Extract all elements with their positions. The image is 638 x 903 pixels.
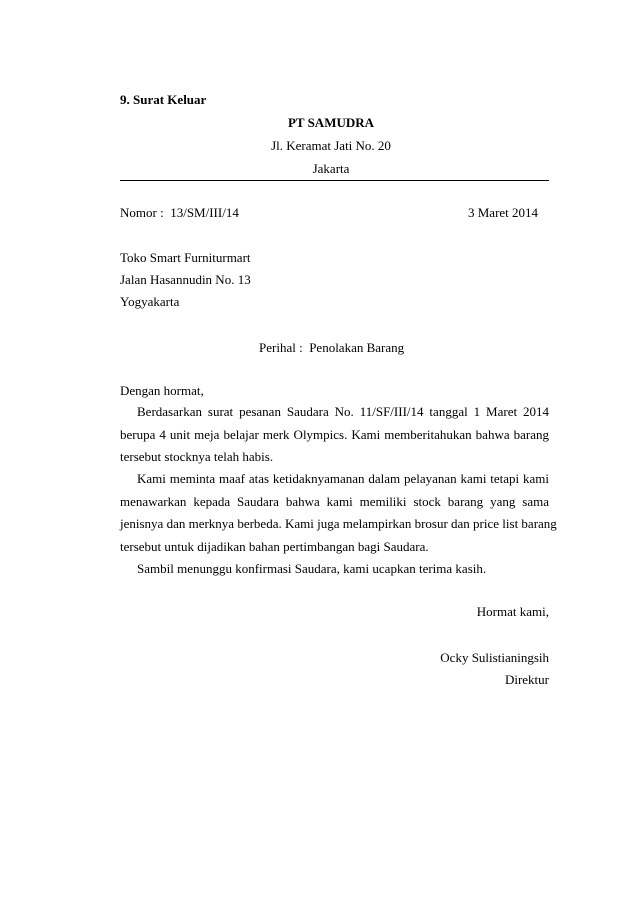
paragraph-line: Berdasarkan surat pesanan Saudara No. 11/SF/III/14 tanggal 1 Maret 2014 — [137, 404, 549, 419]
body-paragraph-2 — [120, 468, 557, 558]
closing-regards: Hormat kami, — [476, 604, 549, 619]
subject-line — [259, 340, 404, 355]
section-heading: 9. Surat Keluar — [120, 92, 207, 107]
company-name: PT SAMUDRA — [287, 115, 375, 130]
company-city: Jakarta — [312, 161, 350, 176]
paragraph-line: menawarkan kepada Saudara bahwa kami memiliki stock barang yang sama — [120, 493, 549, 509]
letter-date: 3 Maret 2014 — [468, 205, 539, 220]
number-value: 13/SM/III/14 — [170, 205, 239, 220]
signatory-title: Direktur — [504, 672, 549, 687]
paragraph-line: tersebut untuk dijadikan bahan pertimbangan bagi Saudara. — [120, 538, 429, 554]
body-paragraph-1 — [120, 401, 549, 469]
salutation: Dengan hormat, — [120, 383, 204, 398]
paragraph-line: tersebut stocknya telah habis. — [120, 449, 274, 464]
recipient-name: Toko Smart Furniturmart — [120, 250, 251, 265]
recipient-city: Yogyakarta — [120, 294, 180, 309]
company-address: Jl. Keramat Jati No. 20 — [271, 138, 391, 153]
paragraph-line: berupa 4 unit meja belajar merk Olympics. Kami memberitahukan bahwa barang — [120, 426, 549, 442]
letter-number — [120, 205, 239, 220]
subject-value: Penolakan Barang — [309, 340, 405, 355]
paragraph-line: jenisnya dan merknya berbeda. Kami juga melampirkan brosur dan price list barang — [120, 516, 557, 531]
signatory-name: Ocky Sulistianingsih — [440, 650, 549, 665]
paragraph-line: Kami meminta maaf atas ketidaknyamanan dalam pelayanan kami tetapi kami — [137, 471, 549, 486]
letterhead-divider — [120, 180, 549, 181]
subject-label: Perihal : — [259, 340, 303, 355]
number-label: Nomor : — [120, 205, 164, 220]
body-paragraph-3: Sambil menunggu konfirmasi Saudara, kami ucapkan terima kasih. — [137, 561, 487, 576]
recipient-street: Jalan Hasannudin No. 13 — [120, 272, 251, 287]
